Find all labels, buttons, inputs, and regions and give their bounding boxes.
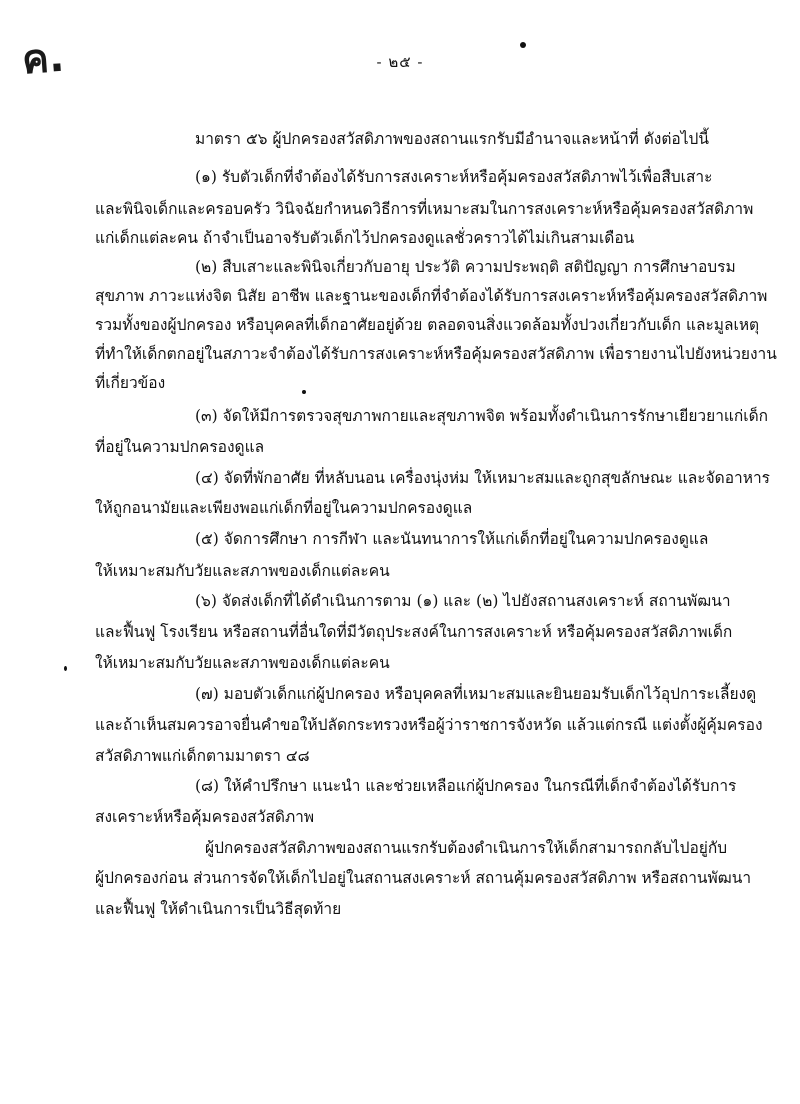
paragraph-line: (๒) สืบเสาะและพินิจเกี่ยวกับอายุ ประวัติ ความประพฤติ สติปัญญา การศึกษาอบรม bbox=[195, 258, 736, 276]
paragraph-line: ผู้ปกครองก่อน ส่วนการจัดให้เด็กไปอยู่ในสถานสงเคราะห์ สถานคุ้มครองสวัสดิภาพ หรือสถานพัฒนา bbox=[95, 869, 752, 887]
paragraph-line: (๓) จัดให้มีการตรวจสุขภาพกายและสุขภาพจิต พร้อมทั้งดำเนินการรักษาเยียวยาแก่เด็ก bbox=[195, 407, 769, 425]
paragraph-line: ให้ถูกอนามัยและเพียงพอแก่เด็กที่อยู่ในความปกครองดูแล bbox=[95, 499, 473, 517]
paragraph-line: (๑) รับตัวเด็กที่จำต้องได้รับการสงเคราะห์หรือคุ้มครองสวัสดิภาพไว้เพื่อสืบเสาะ bbox=[195, 168, 713, 186]
paragraph-line: รวมทั้งของผู้ปกครอง หรือบุคคลที่เด็กอาศัยอยู่ด้วย ตลอดจนสิ่งแวดล้อมทั้งปวงเกี่ยวกับเด็ก และมูลเหตุ bbox=[95, 316, 760, 334]
paragraph-line: สงเคราะห์หรือคุ้มครองสวัสดิภาพ bbox=[95, 808, 315, 826]
paragraph-line: สวัสดิภาพแก่เด็กตามมาตรา ๔๘ bbox=[95, 747, 310, 765]
paragraph-line: ให้เหมาะสมกับวัยและสภาพของเด็กแต่ละคน bbox=[95, 562, 390, 580]
handwritten-mark: ค. bbox=[20, 34, 66, 84]
paragraph-line: (๔) จัดที่พักอาศัย ที่หลับนอน เครื่องนุ่งห่ม ให้เหมาะสมและถูกสุขลักษณะ และจัดอาหาร bbox=[195, 469, 770, 487]
paragraph-line: (๖) จัดส่งเด็กที่ได้ดำเนินการตาม (๑) และ (๒) ไปยังสถานสงเคราะห์ สถานพัฒนา bbox=[195, 592, 731, 610]
paragraph-line: ผู้ปกครองสวัสดิภาพของสถานแรกรับต้องดำเนินการให้เด็กสามารถกลับไปอยู่กับ bbox=[205, 839, 728, 857]
page-number: - ๒๕ - bbox=[376, 53, 424, 71]
paragraph-line: ให้เหมาะสมกับวัยและสภาพของเด็กแต่ละคน bbox=[95, 654, 390, 672]
paragraph-line: และฟื้นฟู โรงเรียน หรือสถานที่อื่นใดที่มีวัตถุประสงค์ในการสงเคราะห์ หรือคุ้มครองสวัสดิภาพเด็ก bbox=[95, 623, 733, 641]
scan-speck bbox=[302, 390, 306, 394]
paragraph-line: (๘) ให้คำปรึกษา แนะนำ และช่วยเหลือแก่ผู้ปกครอง ในกรณีที่เด็กจำต้องได้รับการ bbox=[195, 777, 737, 795]
paragraph-line: และพินิจเด็กและครอบครัว วินิจฉัยกำหนดวิธีการที่เหมาะสมในการสงเคราะห์หรือคุ้มครองสวัสดิภาพ bbox=[95, 200, 754, 218]
paragraph-line: และถ้าเห็นสมควรอาจยื่นคำขอให้ปลัดกระทรวงหรือผู้ว่าราชการจังหวัด แล้วแต่กรณี แต่งตั้งผู้คุ้มครอง bbox=[95, 716, 763, 734]
paragraph-line: สุขภาพ ภาวะแห่งจิต นิสัย อาชีพ และฐานะของเด็กที่จำต้องได้รับการสงเคราะห์หรือคุ้มครองสวัสดิภาพ bbox=[95, 287, 768, 305]
paragraph-line: ที่เกี่ยวข้อง bbox=[95, 374, 166, 392]
paragraph-line: (๕) จัดการศึกษา การกีฬา และนันทนาการให้แก่เด็กที่อยู่ในความปกครองดูแล bbox=[195, 530, 709, 548]
paragraph-line: (๗) มอบตัวเด็กแก่ผู้ปกครอง หรือบุคคลที่เหมาะสมและยินยอมรับเด็กไว้อุปการะเลี้ยงดู bbox=[195, 685, 757, 703]
paragraph-line: ที่ทำให้เด็กตกอยู่ในสภาวะจำต้องได้รับการสงเคราะห์หรือคุ้มครองสวัสดิภาพ เพื่อรายงานไปยังหน่วยงาน bbox=[95, 345, 777, 363]
paragraph-line: และฟื้นฟู ให้ดำเนินการเป็นวิธีสุดท้าย bbox=[95, 900, 342, 918]
paragraph-line: ที่อยู่ในความปกครองดูแล bbox=[95, 438, 265, 456]
scan-speck bbox=[64, 666, 67, 671]
scan-speck bbox=[520, 42, 526, 48]
paragraph-line: แก่เด็กแต่ละคน ถ้าจำเป็นอาจรับตัวเด็กไว้ปกครองดูแลชั่วคราวได้ไม่เกินสามเดือน bbox=[95, 229, 635, 247]
section-heading: มาตรา ๕๖ ผู้ปกครองสวัสดิภาพของสถานแรกรับมีอำนาจและหน้าที่ ดังต่อไปนี้ bbox=[195, 130, 709, 148]
